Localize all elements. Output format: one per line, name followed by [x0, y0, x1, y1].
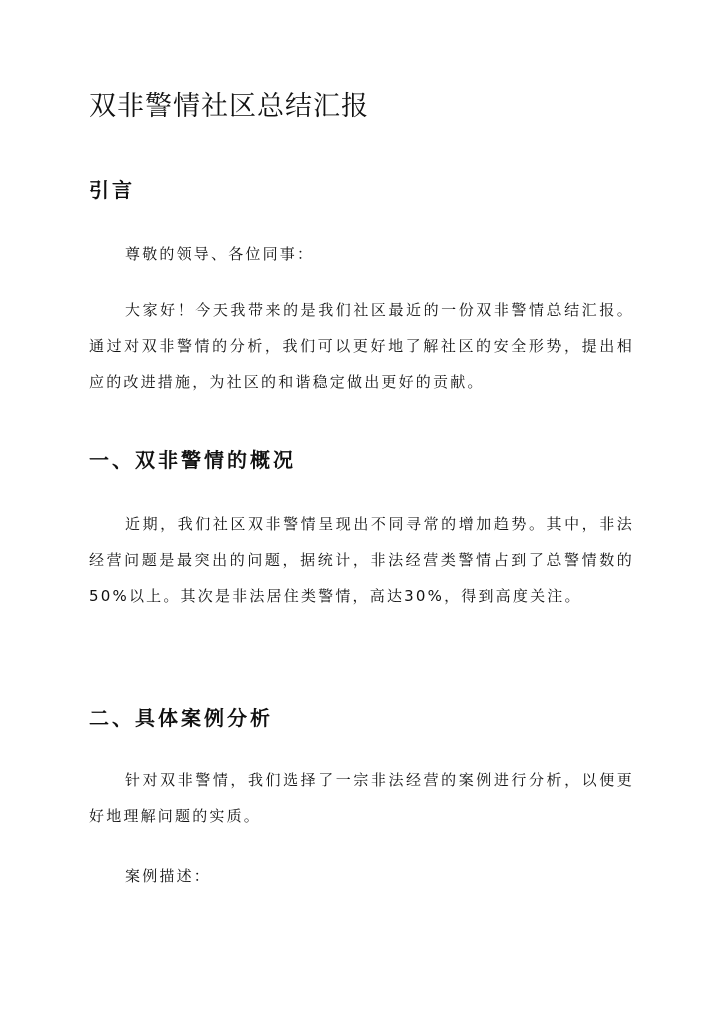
paragraph-overview-body: 近期，我们社区双非警情呈现出不同寻常的增加趋势。其中，非法经营问题是最突出的问题，据统计，非法经营类警情占到了总警情数的50%以上。其次是非法居住类警情，高达30%，得到高度关注。	[89, 515, 634, 605]
section-heading-case-analysis: 二、具体案例分析	[89, 706, 273, 730]
document-title: 双非警情社区总结汇报	[89, 91, 369, 122]
section-heading-intro: 引言	[89, 178, 135, 202]
section-heading-overview: 一、双非警情的概况	[89, 448, 296, 472]
paragraph-intro-body: 大家好！今天我带来的是我们社区最近的一份双非警情总结汇报。通过对双非警情的分析，我们可以更好地了解社区的安全形势，提出相应的改进措施，为社区的和谐稳定做出更好的贡献。	[89, 301, 634, 391]
paragraph-case-intro: 针对双非警情，我们选择了一宗非法经营的案例进行分析，以便更好地理解问题的实质。	[89, 771, 634, 825]
paragraph-case-description-label: 案例描述：	[125, 867, 212, 885]
paragraph-greeting: 尊敬的领导、各位同事：	[125, 245, 315, 263]
